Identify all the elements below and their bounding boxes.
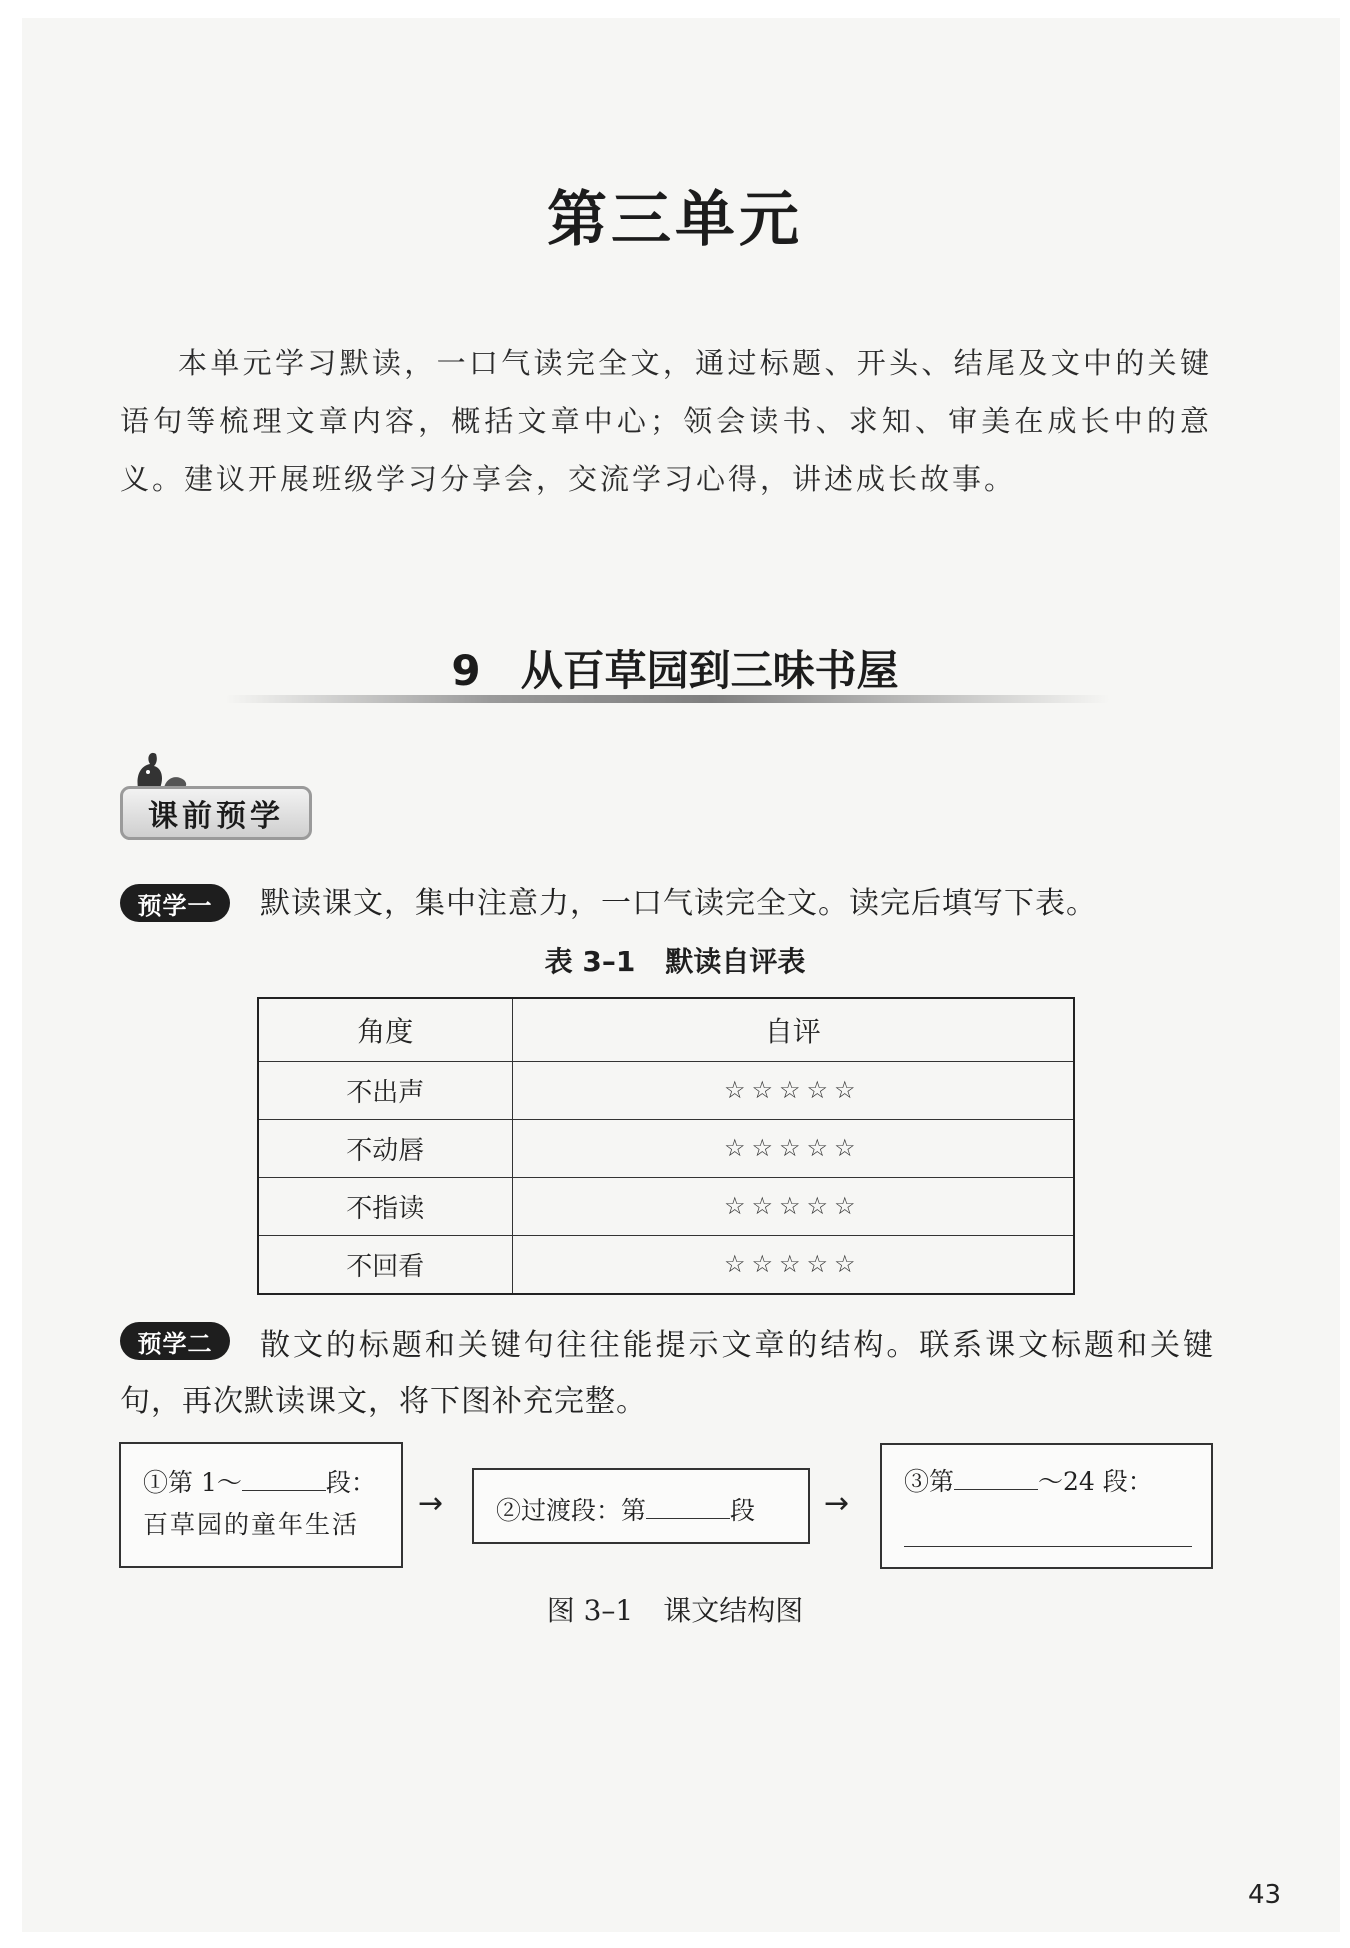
unit-intro-paragraph: 本单元学习默读，一口气读完全文，通过标题、开头、结尾及文中的关键语句等梳理文章内容，概括文章中心；领会读书、求知、审美在成长中的意义。建议开展班级学习分享会，交流学习心得，讲述成长故事。 bbox=[120, 346, 1212, 496]
structure-box-3 bbox=[880, 1443, 1213, 1569]
table-row bbox=[258, 1119, 1074, 1177]
box1-suffix: 段： bbox=[325, 1468, 376, 1497]
table-header-row bbox=[258, 998, 1074, 1061]
box3-suffix: ～24 段： bbox=[1038, 1467, 1153, 1496]
star-rating[interactable]: ☆☆☆☆☆ bbox=[512, 1235, 1074, 1294]
lesson-title-underline bbox=[225, 695, 1110, 703]
box1-prefix: ①第 1～ bbox=[143, 1468, 242, 1497]
table-header-aspect: 角度 bbox=[258, 998, 512, 1061]
lesson-number: 9 bbox=[451, 646, 481, 695]
task2-badge: 预学二 bbox=[120, 1322, 230, 1360]
task1-text: 默读课文，集中注意力，一口气读完全文。读完后填写下表。 bbox=[260, 886, 1097, 921]
box3-answer-line[interactable] bbox=[904, 1522, 1192, 1547]
table-row bbox=[258, 1177, 1074, 1235]
table-caption bbox=[0, 940, 1350, 980]
table-row bbox=[258, 1235, 1074, 1294]
task2-text: 散文的标题和关键句往往能提示文章的结构。联系课文标题和关键句，再次默读课文，将下图补充完整。 bbox=[120, 1328, 1214, 1419]
arrow-icon: → bbox=[418, 1486, 444, 1521]
page-number: 43 bbox=[1248, 1880, 1282, 1910]
figure-caption-number: 图 3–1 bbox=[546, 1594, 634, 1627]
aspect-cell: 不动唇 bbox=[258, 1119, 512, 1177]
squirrel-icon bbox=[130, 748, 190, 790]
figure-caption bbox=[0, 1589, 1350, 1629]
star-rating[interactable]: ☆☆☆☆☆ bbox=[512, 1119, 1074, 1177]
aspect-cell: 不出声 bbox=[258, 1061, 512, 1119]
self-evaluation-table bbox=[257, 997, 1075, 1295]
box1-blank[interactable] bbox=[242, 1462, 326, 1491]
task1-badge: 预学一 bbox=[120, 884, 230, 922]
table-caption-number: 表 3–1 bbox=[544, 945, 636, 978]
box2-blank[interactable] bbox=[646, 1490, 730, 1519]
box1-line2: 百草园的童年生活 bbox=[143, 1510, 360, 1539]
section-tag-preview: 课前预学 bbox=[120, 786, 312, 840]
table-row bbox=[258, 1061, 1074, 1119]
structure-box-2 bbox=[472, 1468, 810, 1544]
lesson-title bbox=[0, 638, 1350, 698]
box2-suffix: 段 bbox=[730, 1496, 756, 1525]
star-rating[interactable]: ☆☆☆☆☆ bbox=[512, 1177, 1074, 1235]
table-header-rating: 自评 bbox=[512, 998, 1074, 1061]
arrow-icon: → bbox=[824, 1486, 850, 1521]
box2-prefix: ②过渡段：第 bbox=[496, 1496, 647, 1525]
figure-caption-title: 课文结构图 bbox=[663, 1594, 804, 1627]
structure-box-1 bbox=[119, 1442, 403, 1568]
box3-prefix: ③第 bbox=[904, 1467, 955, 1496]
aspect-cell: 不指读 bbox=[258, 1177, 512, 1235]
box3-blank[interactable] bbox=[954, 1461, 1038, 1490]
table-caption-title: 默读自评表 bbox=[665, 945, 806, 978]
star-rating[interactable]: ☆☆☆☆☆ bbox=[512, 1061, 1074, 1119]
aspect-cell: 不回看 bbox=[258, 1235, 512, 1294]
lesson-name: 从百草园到三味书屋 bbox=[520, 646, 899, 695]
unit-title: 第三单元 bbox=[547, 185, 803, 255]
